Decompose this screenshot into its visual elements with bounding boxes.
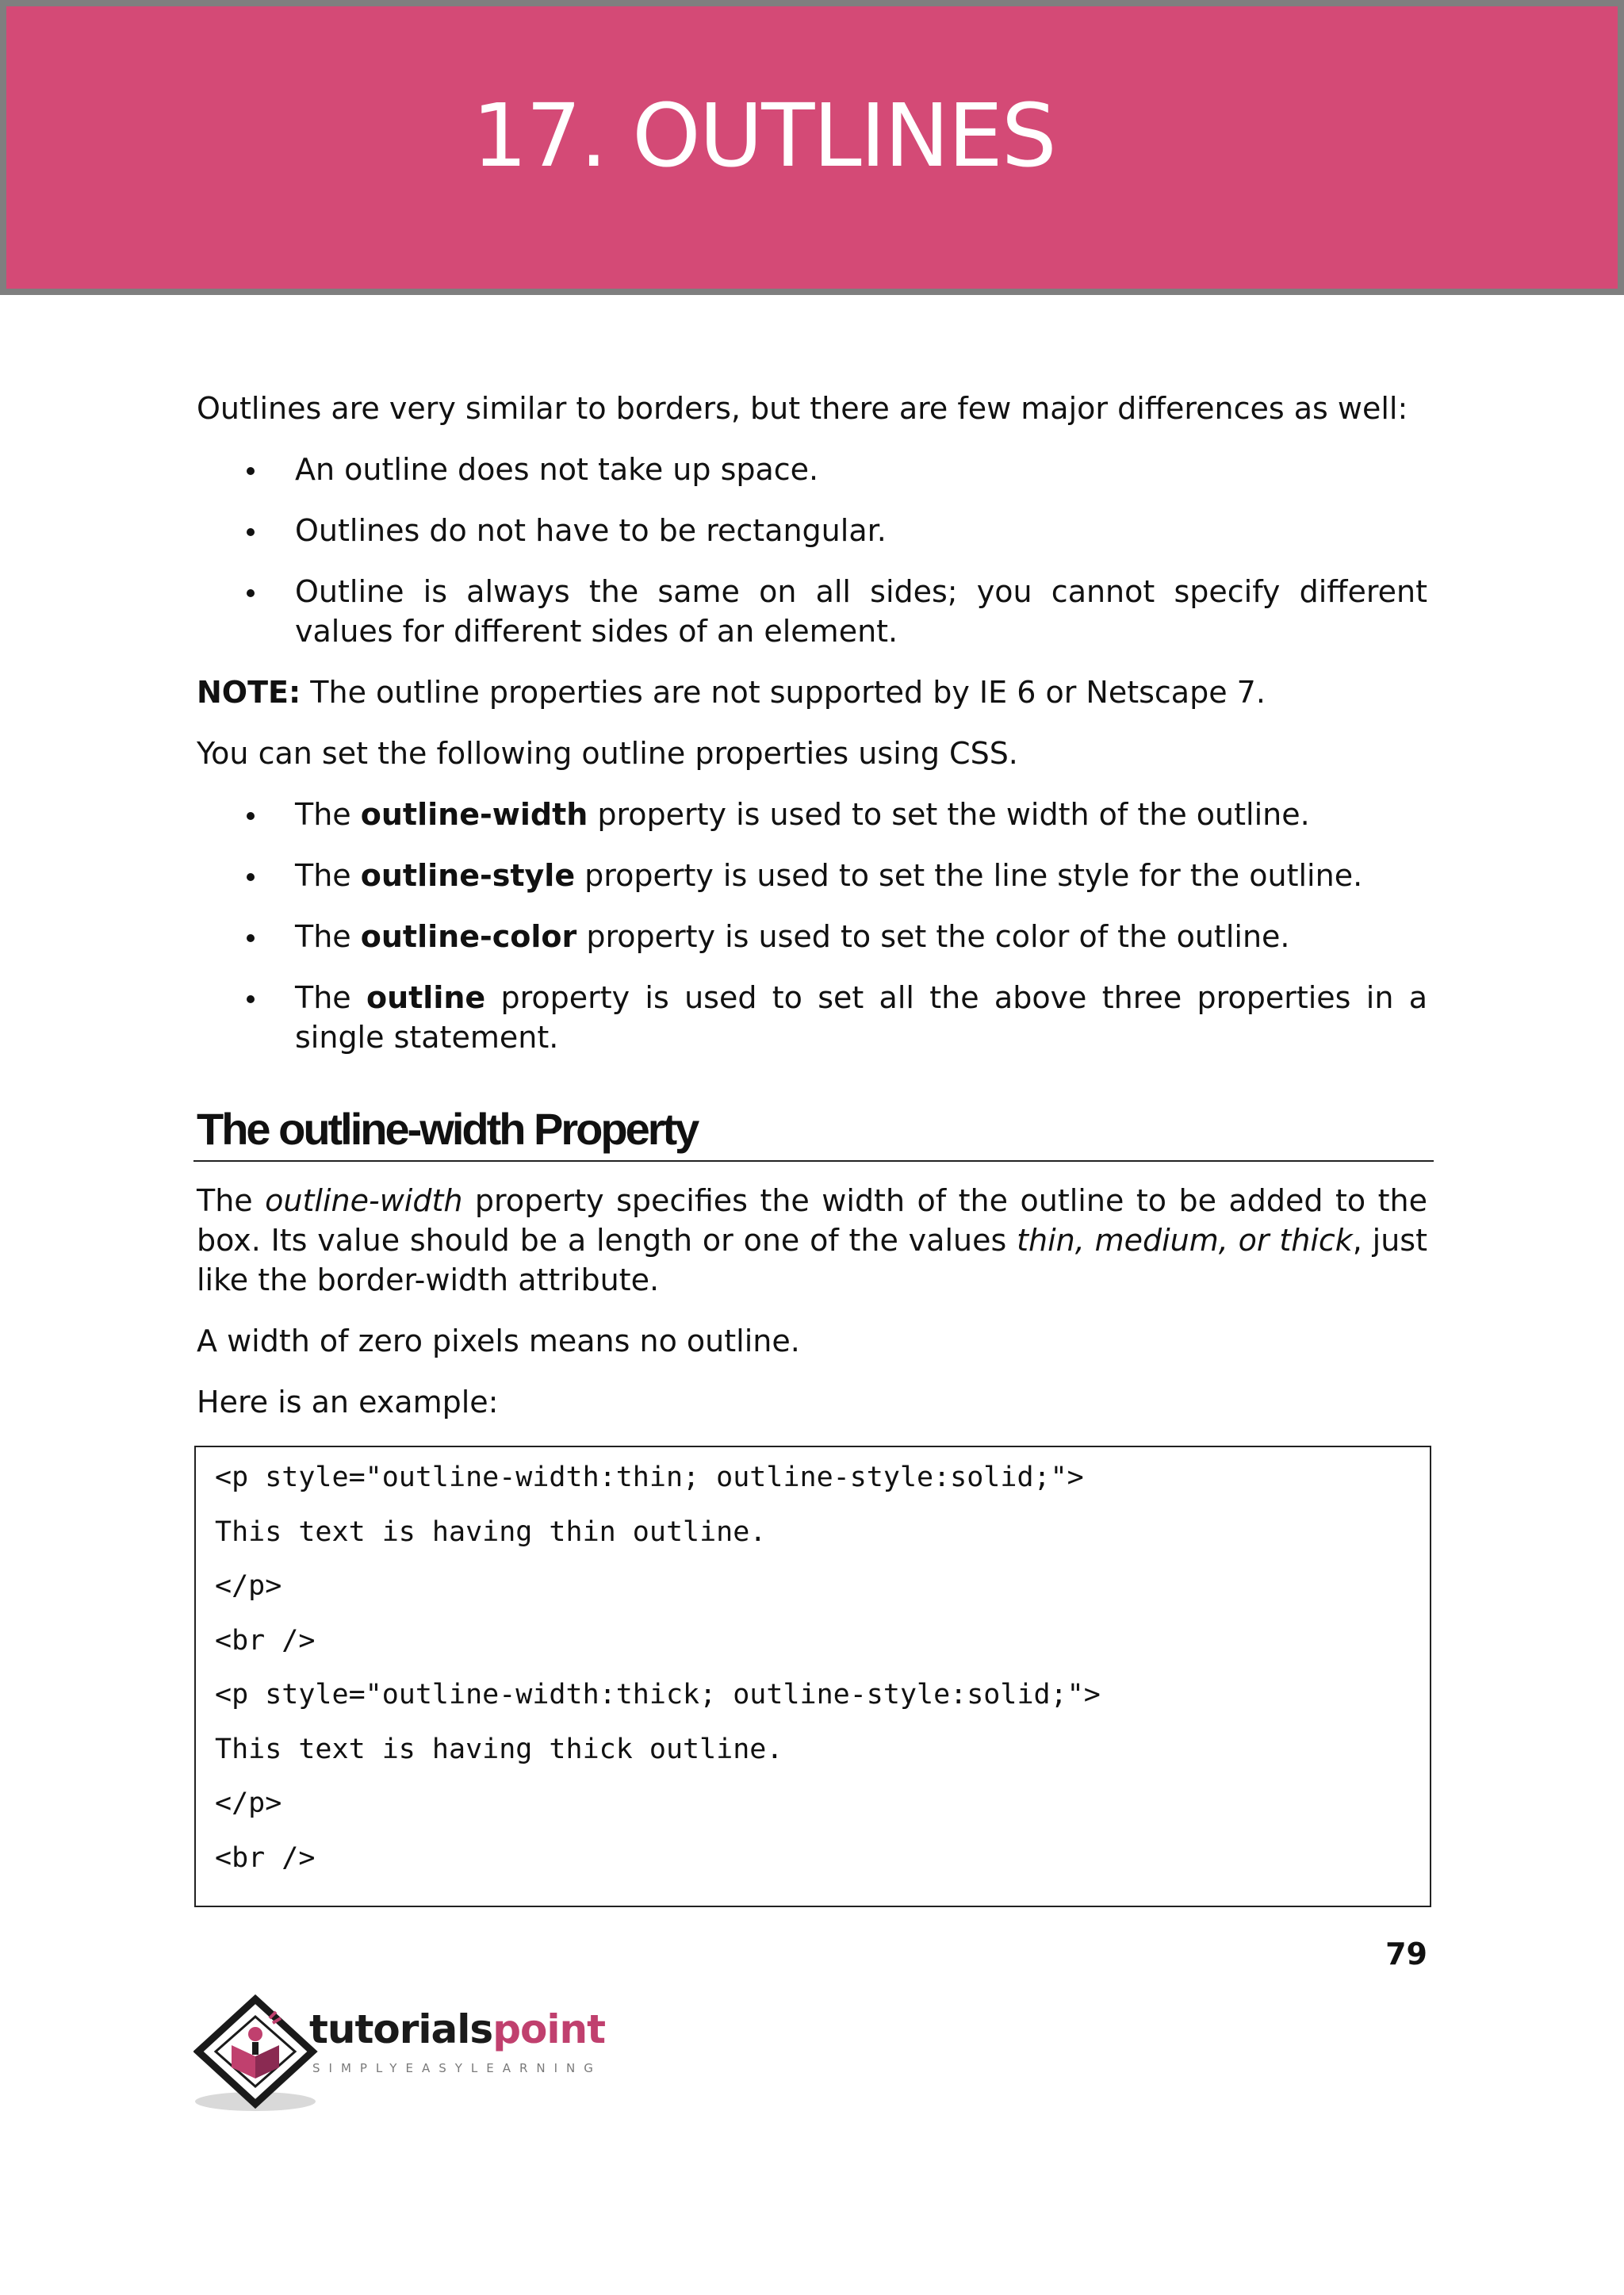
code-line: <p style="outline-width:thin; outline-style:solid;">: [215, 1462, 1084, 1493]
properties-list: [197, 795, 1427, 1057]
bullet-icon: [247, 812, 255, 820]
code-line: This text is having thick outline.: [215, 1733, 783, 1765]
list-item: The outline-color property is used to set the color of the outline.: [197, 917, 1427, 956]
property-name: outline-color: [360, 919, 577, 954]
section-paragraph: The outline-width property specifies the width of the outline to be added to the box. Its value should be a length or one of the values thin, medium, or thick, just like the border-width attribute.: [197, 1183, 1428, 1297]
code-line: <p style="outline-width:thick; outline-style:solid;">: [215, 1679, 1101, 1711]
note-text: The outline properties are not supported by IE 6 or Netscape 7.: [301, 675, 1266, 710]
list-item: Outline is always the same on all sides; you cannot specify different values for different sides of an element.: [197, 572, 1427, 651]
code-line: This text is having thin outline.: [215, 1515, 767, 1548]
code-line: <br />: [215, 1841, 316, 1874]
bullet-icon: [247, 934, 255, 942]
list-item: Outlines do not have to be rectangular.: [197, 511, 1427, 550]
tutorialspoint-logo: [193, 1994, 606, 2113]
tutorialspoint-logo-icon: [193, 1994, 328, 2113]
section-heading: The outline-width Property: [193, 1103, 1434, 1162]
code-line: </p>: [215, 1570, 282, 1602]
logo-tagline: SIMPLYEASYLEARNING: [312, 2061, 602, 2075]
emphasis: thin, medium, or thick: [1017, 1223, 1353, 1258]
chapter-title: 17. OUTLINES: [472, 85, 1055, 186]
page-number: 79: [1385, 1937, 1427, 1971]
bullet-icon: [247, 995, 255, 1003]
example-intro: Here is an example:: [197, 1385, 499, 1420]
list-item: An outline does not take up space.: [197, 450, 1427, 489]
differences-list: [197, 450, 1427, 651]
list-item: The outline-style property is used to set the line style for the outline.: [197, 856, 1427, 895]
note-label: NOTE:: [197, 675, 301, 710]
bullet-icon: [247, 467, 255, 475]
property-name: outline-style: [360, 858, 576, 893]
chapter-banner: [0, 0, 1624, 295]
intro-paragraph: Outlines are very similar to borders, but there are few major differences as well:: [197, 391, 1408, 426]
property-name: outline-width: [360, 797, 588, 832]
bullet-icon: [247, 528, 255, 536]
property-name: outline: [366, 980, 486, 1015]
list-item: The outline-width property is used to set the width of the outline.: [197, 795, 1427, 834]
page-content: [197, 389, 1427, 1907]
code-line: </p>: [215, 1787, 282, 1819]
properties-intro: You can set the following outline properties using CSS.: [197, 736, 1018, 771]
bullet-icon: [247, 873, 255, 881]
logo-wordmark: tutorialspoint: [309, 2006, 605, 2052]
bullet-icon: [247, 589, 255, 597]
section-paragraph: A width of zero pixels means no outline.: [197, 1324, 800, 1358]
note-paragraph: [197, 672, 1427, 712]
list-item: The outline property is used to set all the above three properties in a single statement.: [197, 978, 1427, 1057]
code-line: <br />: [215, 1624, 316, 1657]
emphasis: outline-width: [265, 1183, 463, 1218]
code-example: [194, 1446, 1431, 1907]
